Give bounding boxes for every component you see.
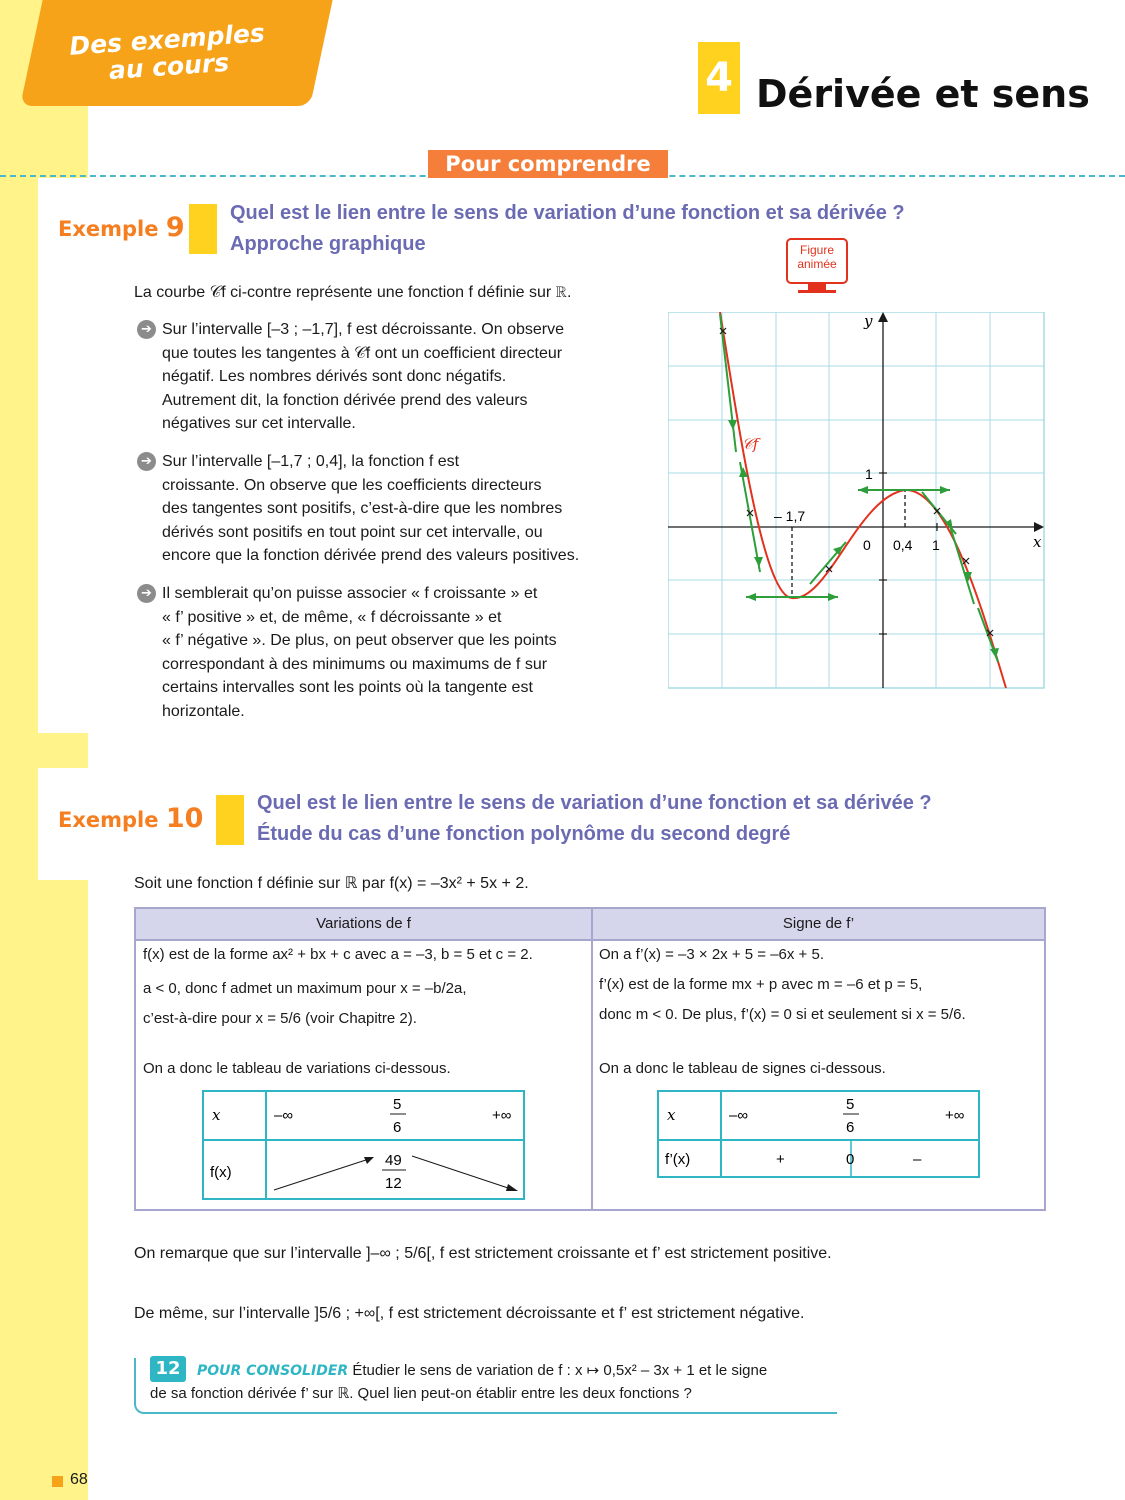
section-tag: Pour comprendre	[428, 150, 668, 178]
example10-label: Exemple 10	[58, 803, 204, 834]
curve-label: 𝒞f	[742, 435, 759, 453]
variations-line1: f(x) est de la forme ax² + bx + c avec a = –3, b = 5 et c = 2.	[143, 946, 533, 963]
graph-label-one-x: 1	[932, 537, 940, 553]
sign-minus-infinity: –∞	[729, 1107, 749, 1124]
var-x-num: 5	[393, 1096, 402, 1113]
var-max-den: 12	[385, 1175, 402, 1192]
example9-bullet1: Sur l’intervalle [–3 ; –1,7], f est décroissante. On observe que toutes les tangentes à 𝒞f ont un coefficient directeur négatif. Les nombres dérivés sont donc négatifs. Autrement dit, la fonction dérivée prend des valeurs négatives sur cet intervalle.	[162, 321, 564, 432]
example10-question: Quel est le lien entre le sens de variation d’une fonction et sa dérivée ? Étude du cas d’une fonction polynôme du second degré	[257, 792, 932, 845]
sign-x-den: 6	[846, 1119, 855, 1136]
var-minus-infinity: –∞	[274, 1107, 294, 1124]
table-divider	[591, 909, 593, 1209]
example10-intro: Soit une fonction f définie sur ℝ par f(x) = –3x² + 5x + 2.	[134, 875, 529, 892]
sign-line3: donc m < 0. De plus, f’(x) = 0 si et seulement si x = 5/6.	[599, 1006, 966, 1023]
chapter-title: Dérivée et sens	[756, 72, 1090, 116]
arrow-bullet-icon: ➔	[137, 584, 156, 603]
table-head-variations: Variations de f	[136, 909, 591, 939]
header-tag: Des exemples au cours	[68, 18, 266, 86]
variations-line4: On a donc le tableau de variations ci-dessous.	[143, 1060, 451, 1077]
example9-question: Quel est le lien entre le sens de variation d’une fonction et sa dérivée ? Approche graphique	[230, 202, 905, 255]
example9-label: Exemple 9	[58, 212, 185, 243]
sign-fpx-label: f’(x)	[665, 1151, 691, 1168]
function-graph	[668, 312, 1045, 690]
graph-label-zero: 0	[863, 537, 871, 553]
exercise-label: POUR CONSOLIDER	[197, 1363, 349, 1379]
page-number: 68	[70, 1471, 88, 1488]
sign-zero: 0	[846, 1151, 855, 1168]
table-head-sign: Signe de f’	[593, 909, 1044, 939]
var-plus-infinity: +∞	[492, 1107, 512, 1124]
remark-increasing: On remarque que sur l’intervalle ]–∞ ; 5/6[, f est strictement croissante et f’ est strictement positive.	[134, 1245, 832, 1262]
graph-y-label: y	[864, 312, 873, 330]
example9-bullet2: Sur l’intervalle [–1,7 ; 0,4], la fonction f est croissante. On observe que les coefficients directeurs des tangentes sont positifs, c’est-à-dire que les nombres dérivés sont positifs en tout point sur cet intervalle, ou encore que la fonction dérivée prend des valeurs positives.	[162, 453, 580, 564]
graph-label-min: – 1,7	[774, 508, 806, 524]
var-max-num: 49	[385, 1152, 402, 1169]
var-x-label: x	[212, 1106, 221, 1124]
example9-bullet3: Il semblerait qu’on puisse associer « f croissante » et « f’ positive » et, de même, « f décroissante » et « f’ négative ». De plus, on peut observer que les points correspondant à des minimums ou maximums de f sur certains intervalles sont les points où la tangente est horizontale.	[162, 585, 557, 720]
monitor-base-icon	[798, 290, 836, 293]
sign-minus: –	[913, 1151, 922, 1168]
graph-x-label: x	[1033, 533, 1042, 551]
exercise-line1: POUR CONSOLIDER Étudier le sens de variation de f : x ↦ 0,5x² – 3x + 1 et le signe	[197, 1362, 768, 1379]
exercise-line2: de sa fonction dérivée f’ sur ℝ. Quel lien peut-on établir entre les deux fonctions ?	[150, 1385, 692, 1402]
var-x-den: 6	[393, 1119, 402, 1136]
page-marker	[52, 1476, 63, 1487]
study-table	[134, 907, 1046, 1211]
variations-line2: a < 0, donc f admet un maximum pour x = –b/2a,	[143, 980, 467, 997]
sign-table	[657, 1090, 981, 1180]
arrow-bullet-icon: ➔	[137, 320, 156, 339]
exercise-number[interactable]: 12	[150, 1356, 186, 1382]
table-header-line	[136, 939, 1044, 941]
sign-line4: On a donc le tableau de signes ci-dessous.	[599, 1060, 886, 1077]
sign-x-num: 5	[846, 1096, 855, 1113]
sign-x-label: x	[667, 1106, 676, 1124]
arrow-bullet-icon: ➔	[137, 452, 156, 471]
graph-label-max: 0,4	[893, 537, 913, 553]
variations-line3: c’est-à-dire pour x = 5/6 (voir Chapitre 2).	[143, 1010, 417, 1027]
variations-table	[202, 1090, 526, 1202]
remark-decreasing: De même, sur l’intervalle ]5/6 ; +∞[, f est strictement décroissante et f’ est strictement négative.	[134, 1305, 805, 1322]
sign-line2: f’(x) est de la forme mx + p avec m = –6 et p = 5,	[599, 976, 923, 993]
animated-figure-badge[interactable]: Figure animée	[786, 238, 848, 284]
example10-bar	[216, 795, 244, 845]
example9-intro: La courbe 𝒞f ci-contre représente une fonction f définie sur ℝ.	[134, 284, 572, 301]
sign-line1: On a f’(x) = –3 × 2x + 5 = –6x + 5.	[599, 946, 824, 963]
chapter-number: 4	[698, 42, 740, 114]
example9-bar	[189, 204, 217, 254]
graph-label-one-y: 1	[865, 466, 873, 482]
sign-plus-infinity: +∞	[945, 1107, 965, 1124]
sign-plus: +	[776, 1151, 785, 1168]
var-fx-label: f(x)	[210, 1164, 232, 1181]
